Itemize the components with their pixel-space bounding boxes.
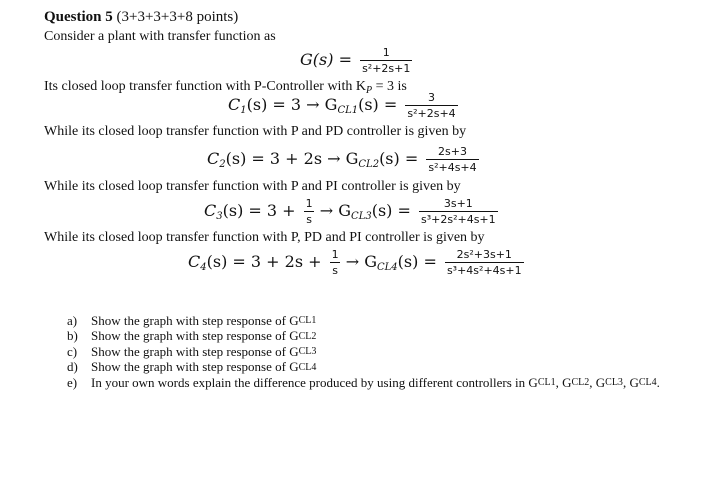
eq4-denominator: s³+4s²+4s+1 — [446, 264, 522, 277]
question-points: (3+3+3+3+8 points) — [116, 9, 239, 25]
list-item — [67, 313, 660, 329]
p-text-tail: = 3 is — [372, 79, 407, 94]
eq1-controller-sub: 1 — [240, 105, 247, 116]
task-text: Show the graph with step response of G — [91, 328, 299, 344]
task-text: Show the graph with step response of G — [91, 359, 299, 375]
plant-lhs: G(s) = — [300, 50, 352, 69]
eq3-equation — [204, 197, 498, 226]
eq4-expr-a: (s) = 3 + 2s + — [206, 252, 322, 271]
task-sub: CL1 — [298, 315, 317, 327]
eq1-numerator: 3 — [428, 91, 436, 104]
question-intro: Consider a plant with transfer function as — [44, 29, 276, 44]
eq4-controller: C — [188, 252, 201, 271]
task-label: a) — [67, 312, 78, 328]
eq3-controller-sub: 3 — [216, 211, 223, 222]
eq4-numerator: 2s²+3s+1 — [456, 248, 512, 261]
task-label: b) — [67, 328, 78, 344]
question-title — [44, 9, 238, 26]
p-text-sub: P — [365, 85, 373, 96]
task-sep: , G — [589, 374, 606, 390]
eq3-mini-fraction — [304, 197, 315, 226]
task-end: . — [656, 374, 660, 390]
eq4-mini-denominator: s — [332, 264, 338, 277]
eq2-tail: (s) = — [379, 149, 419, 168]
eq1-controller: C — [228, 95, 241, 114]
eq2-fraction — [426, 145, 478, 174]
eq3-fraction — [419, 197, 498, 226]
eq2-controller-sub: 2 — [219, 159, 226, 170]
task-sub: CL1 — [537, 377, 556, 389]
eq3-expr-b: → G — [319, 201, 352, 220]
task-sub: CL2 — [571, 377, 590, 389]
task-text: In your own words explain the difference produced by using different controllers in G — [91, 374, 538, 390]
eq1-fraction — [405, 91, 457, 120]
list-item — [67, 329, 660, 345]
list-item — [67, 360, 660, 376]
eq3-mini-denominator: s — [306, 213, 313, 226]
eq1-tail: (s) = — [358, 95, 398, 114]
task-text: Show the graph with step response of G — [91, 343, 299, 359]
eq1-equation — [228, 91, 458, 120]
eq2-numerator: 2s+3 — [438, 145, 467, 158]
eq2-expr: (s) = 3 + 2s → G — [225, 149, 359, 168]
list-item — [67, 344, 660, 360]
task-sub: CL3 — [298, 346, 317, 358]
eq4-tail: (s) = — [397, 252, 437, 271]
task-label: d) — [67, 359, 78, 375]
eq2-denominator: s²+4s+4 — [428, 161, 477, 174]
task-list — [67, 313, 660, 391]
eq2-controller: C — [207, 149, 220, 168]
plant-equation — [300, 46, 412, 75]
task-sub: CL3 — [605, 377, 623, 389]
eq4-gcl-sub: CL4 — [377, 262, 398, 273]
eq1-denominator: s²+2s+4 — [407, 107, 456, 120]
pd-text: While its closed loop transfer function with P and PD controller is given by — [44, 124, 467, 139]
eq4-controller-sub: 4 — [200, 262, 207, 273]
task-label: c) — [67, 343, 78, 359]
eq3-tail: (s) = — [371, 201, 411, 220]
task-sub: CL2 — [298, 330, 317, 342]
plant-fraction — [360, 46, 412, 75]
eq1-gcl-sub: CL1 — [337, 105, 359, 116]
plant-denominator: s²+2s+1 — [362, 62, 411, 75]
eq4-equation — [188, 248, 524, 277]
task-label: e) — [67, 374, 78, 390]
eq3-expr-a: (s) = 3 + — [222, 201, 296, 220]
task-sub: CL4 — [298, 361, 317, 373]
task-text: Show the graph with step response of G — [91, 312, 299, 328]
eq4-fraction — [445, 248, 524, 277]
pi-text: While its closed loop transfer function with P and PI controller is given by — [44, 179, 461, 194]
eq3-controller: C — [204, 201, 217, 220]
eq2-equation — [207, 145, 479, 174]
eq2-gcl-sub: CL2 — [358, 159, 380, 170]
list-item — [67, 375, 660, 391]
plant-numerator: 1 — [382, 46, 390, 59]
p-text-main: Its closed loop transfer function with P-Controller with K — [44, 79, 366, 94]
eq1-expr: (s) = 3 → G — [246, 95, 338, 114]
task-sep: , G — [622, 374, 639, 390]
eq4-mini-fraction — [330, 248, 341, 277]
eq3-mini-numerator: 1 — [305, 197, 313, 210]
eq4-expr-b: → G — [345, 252, 378, 271]
pid-text: While its closed loop transfer function with P, PD and PI controller is given by — [44, 230, 485, 245]
question-heading: Question 5 — [44, 9, 113, 25]
task-sep: , G — [555, 374, 572, 390]
eq3-denominator: s³+2s²+4s+1 — [420, 213, 496, 226]
eq4-mini-numerator: 1 — [331, 248, 339, 261]
eq3-gcl-sub: CL3 — [351, 211, 372, 222]
task-sub: CL4 — [638, 377, 657, 389]
eq3-numerator: 3s+1 — [443, 197, 473, 210]
